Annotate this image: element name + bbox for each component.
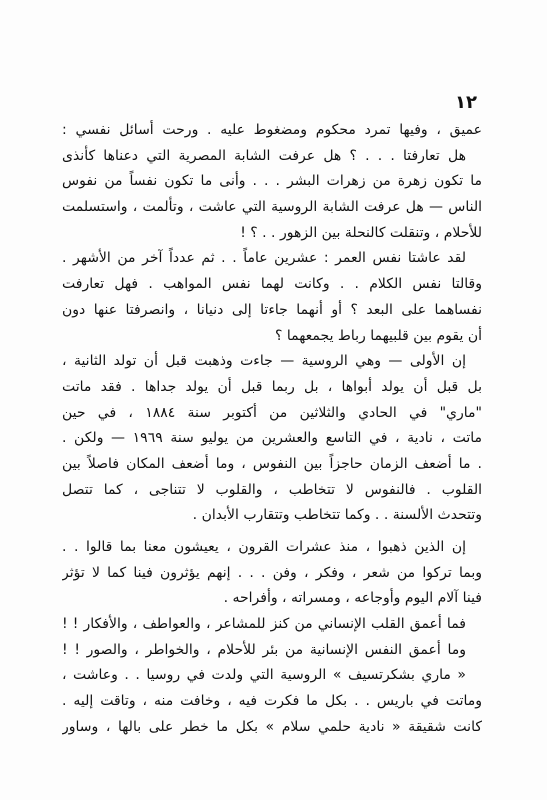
text-line: وماتت في باريس . . بكل ما فكرت فيه ، وخافت منه ، وتاقت إليه . (62, 693, 482, 710)
text-line: للأحلام ، وتنقلت كالنحلة بين الزهور . . ؟ ! (240, 224, 482, 241)
text-line: بل قبل أن يولد أبواها ، بل ربما قبل أن يولد جداها . فقد ماتت (62, 378, 482, 395)
text-line: ما تكون زهرة من زهرات البشر . . . وأنى ما تكون نفساً من نفوس (62, 173, 482, 190)
text-line: الناس — هل عرفت الشابة الروسية التي عاشت ، وتألمت ، واستسلمت (62, 199, 482, 216)
text-line: أن يقوم بين قلبيهما رباط يجمعهما ؟ (274, 327, 482, 344)
text-line: . ما أضعف الزمان حاجزاً بين النفوس ، وما أضعف المكان فاصلاً بين (62, 455, 482, 472)
text-line: وقالتا نفس الكلام . . وكانت لهما نفس المواهب . فهل تعارفت (62, 276, 482, 293)
text-line: « ماري بشكرتسيف » الروسية التي ولدت في روسيا . . وعاشت ، (62, 667, 466, 684)
text-line: وبما تركوا من شعر ، وفكر ، وفن . . . إنهم يؤثرون فينا كما لا تؤثر (62, 564, 482, 581)
text-line: نفساهما على البعد ؟ أو أنهما جاءتا إلى دنيانا ، وانصرفتا عنها دون (62, 301, 482, 318)
text-line: وتتحدث الألسنة . . وكما تتخاطب وتتقارب الأبدان . (192, 507, 482, 524)
text-line: لقد عاشتا نفس العمر : عشرين عاماً . . ثم عدداً آخر من الأشهر . (62, 250, 466, 267)
text-line: إن الذين ذهبوا ، منذ عشرات القرون ، يعيشون معنا بما قالوا . . (62, 539, 466, 555)
body-text (62, 118, 482, 741)
text-line: عميق ، وفيها تمرد محكوم ومضغوط عليه . ورحت أسائل نفسي : (62, 122, 482, 138)
text-line: وما أعمق النفس الإنسانية من بئر للأحلام ، والخواطر ، والصور ! ! (62, 641, 466, 658)
text-line: فما أعمق القلب الإنساني من كنز للمشاعر ، والعواطف ، والأفكار ! ! (62, 616, 466, 633)
text-line: كانت شقيقة « نادية حلمي سلام » بكل ما خطر على بالها ، وساور (62, 718, 482, 735)
text-line: هل تعارفتا . . . ؟ هل عرفت الشابة المصرية التي دعناها كأنذى (62, 147, 466, 164)
page-number: ١٢ (455, 92, 477, 113)
text-line: القلوب . فالنفوس لا تتخاطب ، والقلوب لا تتناجى ، كما تتصل (62, 481, 482, 498)
text-line: ماتت ، نادية ، في التاسع والعشرين من يوليو سنة ١٩٦٩ — ولكن . (62, 430, 482, 447)
text-line: "ماري" في الحادي والثلاثين من أكتوبر سنة ١٨٨٤ ، في حين (62, 404, 482, 421)
text-line: فينا آلام اليوم وأوجاعه ، ومسراته ، وأفراحه . (223, 590, 482, 607)
text-line: إن الأولى — وهي الروسية — جاءت وذهبت قبل أن تولد الثانية ، (62, 353, 466, 370)
